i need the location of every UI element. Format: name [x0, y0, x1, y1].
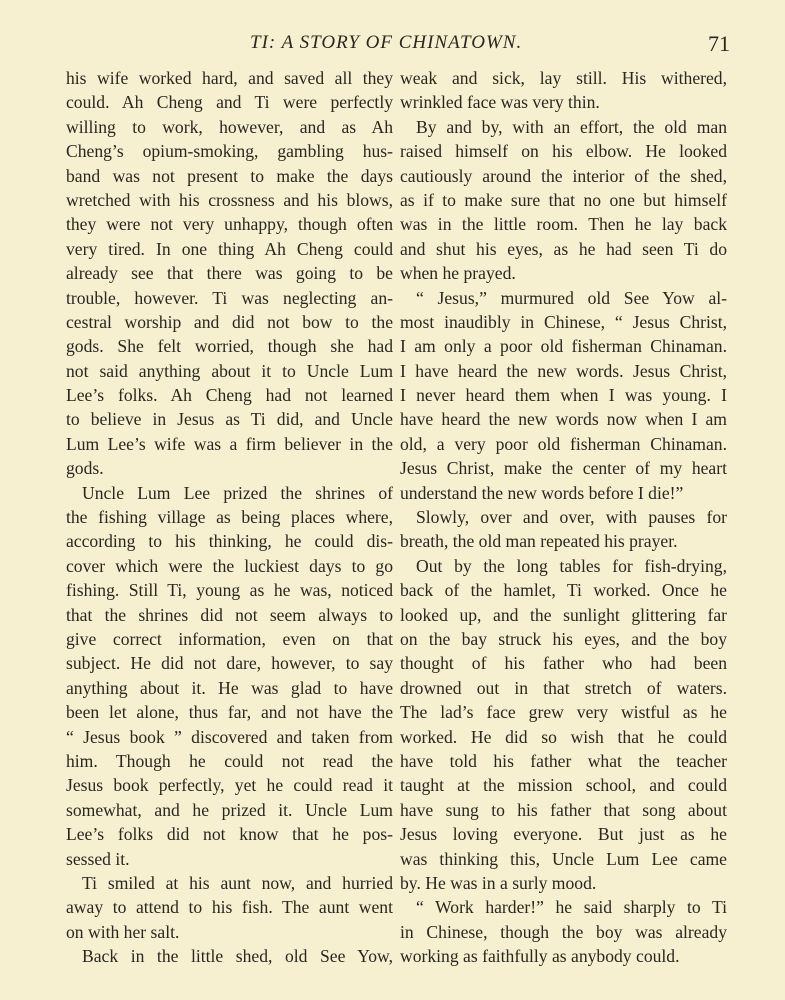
left-column-text-line: not said anything about it to Uncle Lum [66, 360, 393, 381]
left-column-text-line: Lee’s folks did not know that he pos- [66, 824, 393, 845]
right-column-text-line: Jesus Christ, make the center of my heart [400, 458, 727, 479]
running-head [0, 32, 785, 56]
running-title: TI: A STORY OF CHINATOWN. [250, 32, 523, 53]
left-column-text-line: very tired. In one thing Ah Cheng could [66, 238, 393, 259]
right-column-text-line: have heard the new words now when I am [400, 409, 727, 430]
left-column-text-line: trouble, however. Ti was neglecting an- [66, 287, 393, 308]
right-column-text-line: By and by, with an effort, the old man [416, 116, 727, 137]
right-text-column [400, 66, 727, 968]
left-column-text-line: Ti smiled at his aunt now, and hurried [82, 872, 393, 893]
left-column-text-line: give correct information, even on that [66, 628, 393, 649]
right-column-text-line: on the bay struck his eyes, and the boy [400, 628, 727, 649]
right-column-text-line: taught at the mission school, and could [400, 775, 727, 796]
right-column-text-line: most inaudibly in Chinese, “ Jesus Christ, [400, 311, 727, 332]
left-column-text-line: subject. He did not dare, however, to say [66, 653, 393, 674]
left-column-text-line: his wife worked hard, and saved all they [66, 68, 393, 88]
right-column-text-line: and shut his eyes, as he had seen Ti do [400, 238, 727, 259]
right-column-text-line: Slowly, over and over, with pauses for [416, 507, 727, 528]
left-column-text-line: away to attend to his fish. The aunt went [66, 897, 393, 918]
right-column-text-line: worked. He did so wish that he could [400, 726, 727, 747]
right-column-text-line: Jesus loving everyone. But just as he [400, 824, 727, 845]
right-column-text-line: cautiously around the interior of the shed, [400, 165, 727, 186]
right-column-text-line: Out by the long tables for fish-drying, [416, 555, 727, 576]
left-column-text-line: sessed it. [66, 848, 130, 869]
left-text-column [66, 66, 393, 968]
left-column-text-line: been let alone, thus far, and not have the [66, 702, 393, 723]
left-column-text-line: already see that there was going to be [66, 263, 393, 284]
left-column-text-line: Uncle Lum Lee prized the shrines of [82, 482, 393, 503]
left-column-text-line: Lee’s folks. Ah Cheng had not learned [66, 385, 393, 406]
left-column-text-line: “ Jesus book ” discovered and taken from [66, 726, 393, 747]
right-column-text-line: “ Work harder!” he said sharply to Ti [416, 897, 727, 918]
page-number: 71 [708, 31, 730, 56]
left-column-text-line: him. Though he could not read the [66, 750, 393, 771]
left-column-text-line: on with her salt. [66, 921, 180, 942]
left-column-text-line: Cheng’s opium-smoking, gambling hus- [66, 141, 393, 162]
right-column-text-line: was in the little room. Then he lay back [400, 214, 727, 235]
left-column-text-line: according to his thinking, he could dis- [66, 531, 393, 552]
left-column-text-line: somewhat, and he prized it. Uncle Lum [66, 799, 393, 820]
left-column-text-line: the fishing village as being places where, [66, 507, 393, 528]
right-column-text-line: back of the hamlet, Ti worked. Once he [400, 580, 727, 601]
right-column-text-line: I never heard them when I was young. I [400, 385, 727, 406]
right-column-text-line: looked up, and the sunlight glittering far [400, 604, 727, 625]
right-column-text-line: breath, the old man repeated his prayer. [400, 531, 678, 552]
left-column-text-line: anything about it. He was glad to have [66, 677, 393, 698]
right-column-text-line: “ Jesus,” murmured old See Yow al- [416, 287, 727, 308]
right-column-text-line: was thinking this, Uncle Lum Lee came [400, 848, 727, 869]
left-column-text-line: cestral worship and did not bow to the [66, 311, 393, 332]
left-column-text-line: cover which were the luckiest days to go [66, 555, 393, 576]
left-column-text-line: they were not very unhappy, though often [66, 214, 393, 235]
left-column-text-line: wretched with his crossness and his blows, [66, 189, 393, 210]
left-column-text-line: could. Ah Cheng and Ti were perfectly [66, 92, 393, 113]
right-column-text-line: as if to make sure that no one but himself [400, 189, 727, 210]
left-column-text-line: Lum Lee’s wife was a firm believer in the [66, 433, 393, 454]
left-column-text-line: Jesus book perfectly, yet he could read it [66, 775, 393, 796]
right-column-text-line: understand the new words before I die!” [400, 482, 684, 503]
left-column-text-line: gods. [66, 458, 104, 479]
right-column-text-line: I have heard the new words. Jesus Christ, [400, 360, 727, 381]
right-column-text-line: when he prayed. [400, 263, 516, 284]
right-column-text-line: thought of his father who had been [400, 653, 727, 674]
left-column-text-line: fishing. Still Ti, young as he was, noticed [66, 580, 393, 601]
right-column-text-line: wrinkled face was very thin. [400, 92, 600, 113]
left-column-text-line: that the shrines did not seem always to [66, 604, 393, 625]
right-column-text-line: old, a very poor old fisherman Chinaman. [400, 433, 727, 454]
left-column-text-line: band was not present to make the days [66, 165, 393, 186]
right-column-text-line: drowned out in that stretch of waters. [400, 677, 727, 698]
right-column-text-line: have sung to his father that song about [400, 799, 727, 820]
right-column-text-line: by. He was in a surly mood. [400, 872, 597, 893]
right-column-text-line: raised himself on his elbow. He looked [400, 141, 727, 162]
left-column-text-line: to believe in Jesus as Ti did, and Uncle [66, 409, 393, 430]
left-column-text-line: Back in the little shed, old See Yow, [82, 946, 393, 967]
left-column-text-line: gods. She felt worried, though she had [66, 336, 393, 357]
right-column-text-line: weak and sick, lay still. His withered, [400, 68, 727, 88]
right-column-text-line: I am only a poor old fisherman Chinaman. [400, 336, 727, 357]
right-column-text-line: working as faithfully as anybody could. [400, 946, 680, 967]
right-column-text-line: The lad’s face grew very wistful as he [400, 702, 727, 723]
right-column-text-line: in Chinese, though the boy was already [400, 921, 727, 942]
right-column-text-line: have told his father what the teacher [400, 750, 727, 771]
left-column-text-line: willing to work, however, and as Ah [66, 116, 393, 137]
